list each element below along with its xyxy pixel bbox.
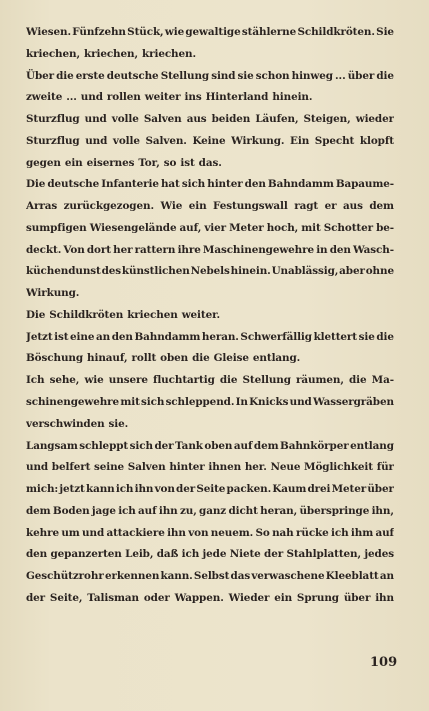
text-line: Die deutsche Infanterie hat sich hinter den Bahndamm Bapaume-	[26, 178, 394, 191]
page-number: 109	[370, 655, 398, 670]
text-line: Sturzflug und volle Salven. Keine Wirkung. Ein Specht klopft	[26, 134, 394, 147]
text-line: küchendunst des künstlichen Nebels hinein. Unablässig, aber ohne	[26, 265, 394, 278]
text-line: kriechen, kriechen, kriechen.	[26, 47, 196, 60]
text-line: Böschung hinauf, rollt oben die Gleise entlang.	[26, 352, 301, 365]
text-line: Geschützrohr erkennen kann. Selbst das verwaschene Kleeblatt an	[26, 570, 394, 583]
text-line: Die Schildkröten kriechen weiter.	[26, 308, 221, 321]
text-line: Langsam schleppt sich der Tank oben auf dem Bahnkörper entlang	[26, 439, 394, 452]
text-line: Über die erste deutsche Stellung sind sie schon hinweg ... über die	[26, 69, 394, 82]
text-line: Sturzflug und volle Salven aus beiden Läufen, Steigen, wieder	[26, 113, 394, 126]
text-line: kehre um und attackiere ihn von neuem. So nah rücke ich ihm auf	[26, 526, 394, 539]
text-line: gegen ein eisernes Tor, so ist das.	[26, 156, 222, 169]
body-text	[26, 22, 394, 610]
text-line: den gepanzerten Leib, daß ich jede Niete der Stahlplatten, jedes	[26, 548, 394, 561]
text-line: verschwinden sie.	[26, 417, 129, 430]
text-line: Arras zurückgezogen. Wie ein Festungswall ragt er aus dem	[26, 200, 394, 213]
text-line: dem Boden jage ich auf ihn zu, ganz dicht heran, überspringe ihn,	[26, 504, 394, 517]
text-line: Wirkung.	[26, 287, 80, 300]
text-line: Wiesen. Fünfzehn Stück, wie gewaltige stählerne Schildkröten. Sie	[26, 26, 394, 38]
text-line: Ich sehe, wie unsere fluchtartig die Stellung räumen, die Ma-	[26, 374, 394, 387]
text-line: schinengewehre mit sich schleppend. In Knicks und Wassergräben	[26, 396, 394, 409]
text-line: zweite ... und rollen weiter ins Hinterland hinein.	[26, 91, 313, 104]
text-line: sumpfigen Wiesengelände auf, vier Meter hoch, mit Schotter be-	[26, 221, 394, 234]
text-line: Jetzt ist eine an den Bahndamm heran. Schwerfällig klettert sie die	[26, 330, 394, 343]
text-line: der Seite, Talisman oder Wappen. Wieder ein Sprung über ihn	[26, 591, 394, 604]
text-line: und belfert seine Salven hinter ihnen her. Neue Möglichkeit für	[26, 461, 394, 474]
text-line: deckt. Von dort her rattern ihre Maschinengewehre in den Wasch-	[26, 243, 394, 256]
text-line: mich: jetzt kann ich ihn von der Seite packen. Kaum drei Meter über	[26, 483, 394, 496]
